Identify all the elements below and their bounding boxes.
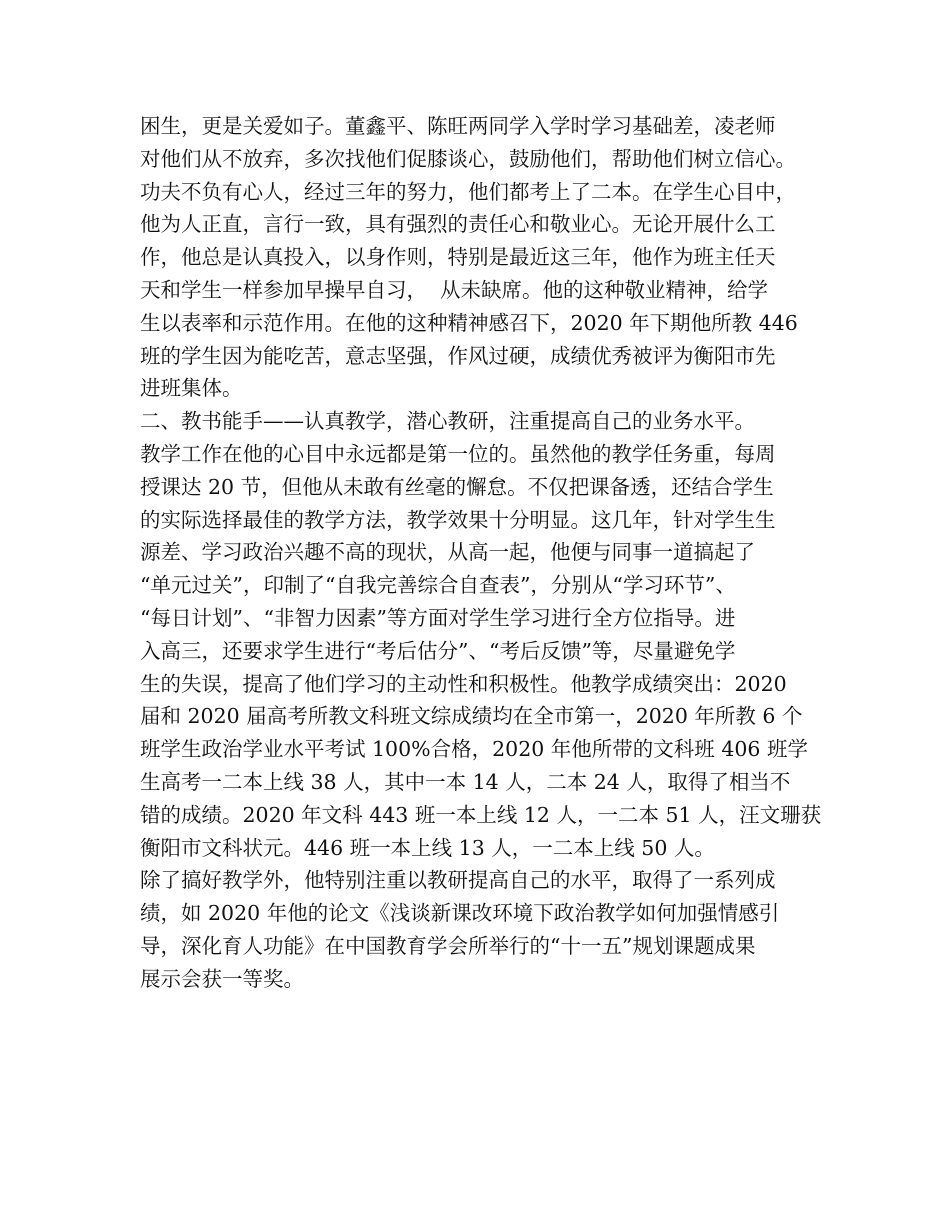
- text-line: 他为人正直，言行一致，具有强烈的责任心和敬业心。无论开展什么工: [140, 212, 776, 237]
- text-line: “每日计划”、“非智力因素”等方面对学生学习进行全方位指导。进: [140, 605, 736, 630]
- text-line: 对他们从不放弃，多次找他们促膝谈心，鼓励他们，帮助他们树立信心。: [140, 146, 796, 171]
- text-line: 展示会获一等奖。: [140, 966, 304, 991]
- text-line: 源差、学习政治兴趣不高的现状，从高一起，他便与同事一道搞起了: [140, 540, 755, 565]
- text-line: 进班集体。: [140, 376, 243, 401]
- text-line: 天和学生一样参加早操早自习， 从未缺席。他的这种敬业精神，给学: [140, 277, 769, 302]
- text-line: 功夫不负有心人，经过三年的努力，他们都考上了二本。在学生心目中，: [140, 179, 796, 204]
- section-heading: 二、教书能手——认真教学，潜心教研，注重提高自己的业务水平。: [140, 409, 755, 434]
- text-line: 入高三，还要求学生进行“考后估分”、“考后反馈”等，尽量避免学: [140, 638, 736, 663]
- text-line: 班的学生因为能吃苦，意志坚强，作风过硬，成绩优秀被评为衡阳市先: [140, 343, 776, 368]
- text-line: 生以表率和示范作用。在他的这种精神感召下，2020 年下期他所教 446: [140, 310, 798, 335]
- text-line: 绩，如 2020 年他的论文《浅谈新课改环境下政治教学如何加强情感引: [140, 901, 780, 926]
- text-line: 教学工作在他的心目中永远都是第一位的。虽然他的教学任务重，每周: [140, 441, 776, 466]
- text-line: 错的成绩。2020 年文科 443 班一本上线 12 人，一二本 51 人，汪文珊获: [140, 802, 822, 827]
- text-line: 届和 2020 届高考所教文科班文综成绩均在全市第一，2020 年所教 6 个: [140, 704, 803, 729]
- text-line: 困生，更是关爱如子。董鑫平、陈旺两同学入学时学习基础差，凌老师: [140, 114, 776, 138]
- text-line: 衡阳市文科状元。446 班一本上线 13 人，一二本上线 50 人。: [140, 835, 715, 860]
- text-line: 作，他总是认真投入，以身作则，特别是最近这三年，他作为班主任天: [140, 245, 776, 270]
- text-line: 生的失误，提高了他们学习的主动性和积极性。他教学成绩突出：2020: [140, 671, 787, 696]
- text-line: 除了搞好教学外，他特别注重以教研提高自己的水平，取得了一系列成: [140, 868, 776, 893]
- text-line: 生高考一二本上线 38 人，其中一本 14 人，二本 24 人，取得了相当不: [140, 769, 791, 794]
- text-line: 导，深化育人功能》在中国教育学会所举行的“十一五”规划课题成果: [140, 933, 756, 958]
- text-line: 授课达 20 节，但他从未敢有丝毫的懈怠。不仅把课备透，还结合学生: [140, 474, 774, 499]
- document-body: [140, 110, 830, 996]
- text-line: 班学生政治学业水平考试 100%合格，2020 年他所带的文科班 406 班学: [140, 737, 808, 762]
- text-line: 的实际选择最佳的教学方法，教学效果十分明显。这几年，针对学生生: [140, 507, 776, 532]
- text-line: “单元过关”，印制了“自我完善综合自查表”，分别从“学习环节”、: [140, 573, 736, 598]
